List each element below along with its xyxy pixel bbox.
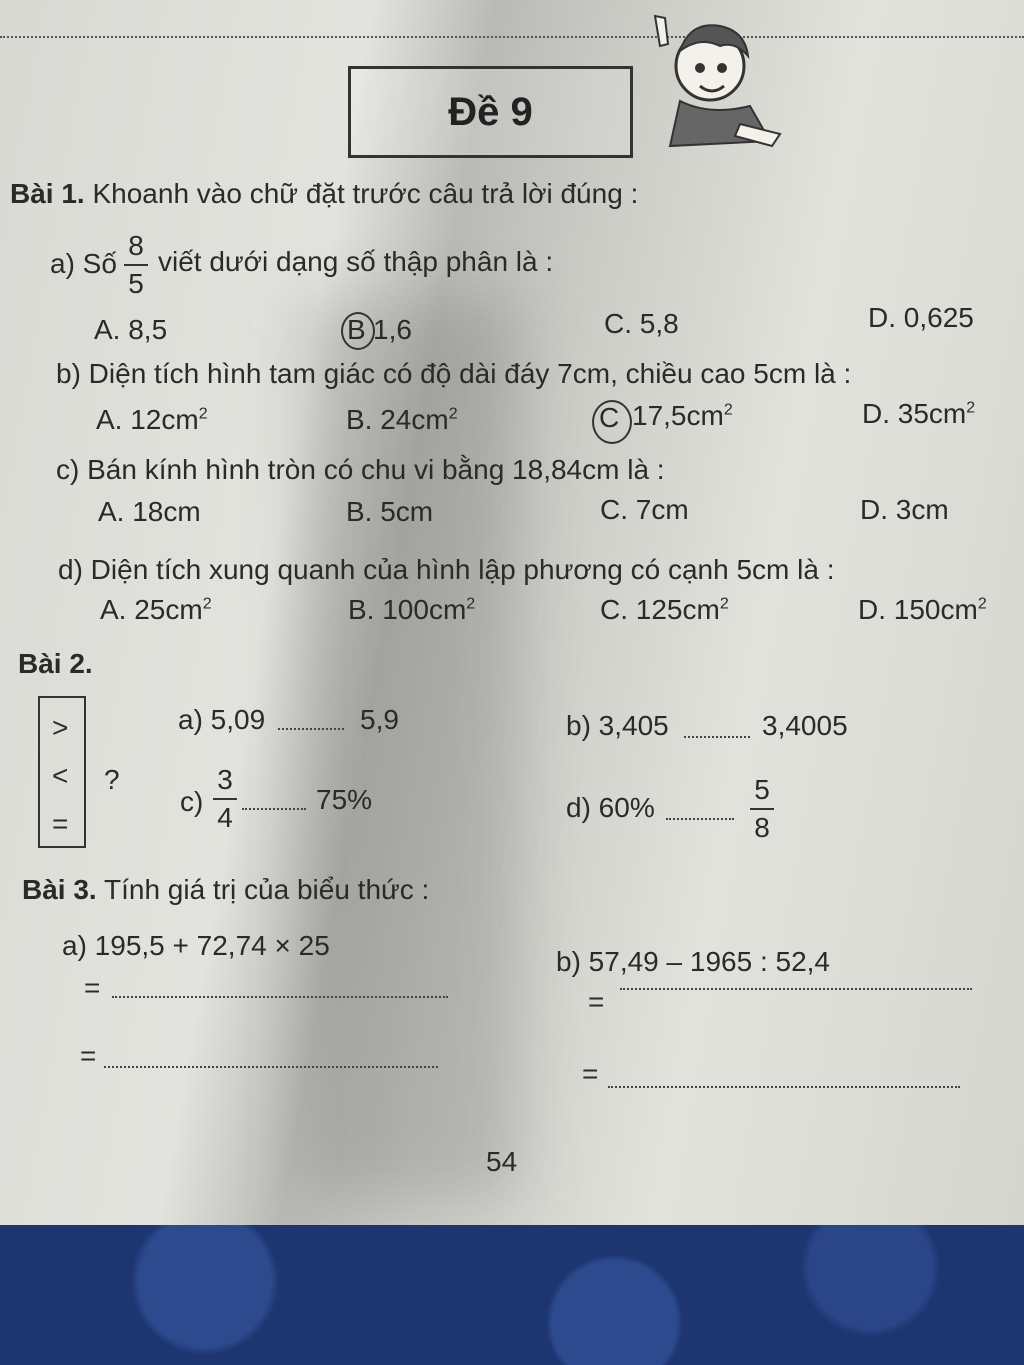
bai1c-option-b[interactable]: B. 5cm: [346, 496, 434, 527]
question-mark: ?: [104, 764, 120, 795]
top-dotted-line: [0, 36, 1024, 38]
bai1a-prefix: a) Số: [50, 248, 117, 279]
bai2a-right: 5,9: [360, 704, 399, 735]
bai1a-fraction: [124, 232, 148, 298]
bai1d-option-d: D. $150cm^2$: [858, 594, 987, 625]
sign-equal: =: [52, 808, 69, 839]
bai1d-option-c: C. $125cm^2$: [600, 594, 729, 625]
mascot-illustration: [640, 6, 790, 156]
bai3a-expression: a) 195,5 + 72,74 × 25: [62, 930, 330, 961]
bai2a-left: a) 5,09: [178, 704, 266, 735]
bai1a-numerator: 8: [128, 230, 144, 261]
bai1a-option-a[interactable]: A. 8,5: [94, 314, 168, 345]
bai1a-option-b-letter[interactable]: B: [347, 314, 366, 345]
bai2d-blank[interactable]: [666, 818, 734, 820]
bai1b-option-c-letter[interactable]: C: [599, 402, 620, 433]
page-number: 54: [486, 1146, 518, 1177]
bai3a-eq1: =: [84, 972, 101, 1003]
bai1a-option-b-value[interactable]: 1,6: [373, 314, 412, 345]
bai2c-fraction: 3 4: [213, 766, 237, 832]
sign-less: <: [52, 760, 69, 791]
bai3b-line2[interactable]: [608, 1086, 960, 1088]
bai3a-line1[interactable]: [112, 996, 448, 998]
bai3b-eq2: =: [582, 1058, 599, 1089]
bai2c-prefix: c): [180, 786, 204, 817]
bai1-instruction: Khoanh vào chữ đặt trước câu trả lời đúng :: [92, 178, 639, 209]
bai2a-blank[interactable]: [278, 728, 344, 730]
bai1a-suffix: viết dưới dạng số thập phân là :: [158, 246, 554, 277]
bai3b-eq1: =: [588, 986, 605, 1017]
bai2d-fraction: 5 8: [750, 776, 774, 842]
bai2b-right: 3,4005: [762, 710, 848, 741]
bai3b-line1[interactable]: [620, 988, 972, 990]
bai1a-denominator: 5: [128, 268, 144, 299]
bai1c-question: c) Bán kính hình tròn có chu vi bằng 18,84cm là :: [56, 454, 665, 485]
background-fabric: [0, 1225, 1024, 1365]
bai1c-option-d[interactable]: D. 3cm: [860, 494, 949, 525]
bai1b-option-c-value: $17,5cm^2$: [632, 400, 733, 431]
bai1d-option-a: A. $25cm^2$: [100, 594, 212, 625]
bai3-label: Bài 3.: [22, 874, 97, 905]
bai1b-option-a: A. $12cm^2$: [96, 404, 208, 435]
bai2d-left: d) 60%: [566, 792, 655, 823]
bai1a-option-d[interactable]: D. 0,625: [868, 302, 974, 333]
bai1c-option-c[interactable]: C. 7cm: [600, 494, 689, 525]
bai2b-left: b) 3,405: [566, 710, 669, 741]
bai3-instruction: Tính giá trị của biểu thức :: [103, 874, 430, 905]
exam-title: Đề 9: [348, 66, 633, 158]
bai1d-question: d) Diện tích xung quanh của hình lập phương có cạnh 5cm là :: [58, 554, 835, 585]
bai1-label: Bài 1.: [10, 178, 85, 209]
bai1c-option-a[interactable]: A. 18cm: [98, 496, 201, 527]
bai3b-expression: b) 57,49 – 1965 : 52,4: [556, 946, 830, 977]
bai1b-option-b: B. $24cm^2$: [346, 404, 458, 435]
bai1b-option-d: D. $35cm^2$: [862, 398, 976, 429]
bai2c-right: 75%: [316, 784, 373, 815]
bai2c-blank[interactable]: [242, 808, 306, 810]
bai1a-option-c[interactable]: C. 5,8: [604, 308, 679, 339]
bai2b-blank[interactable]: [684, 736, 750, 738]
bai2-label: Bài 2.: [18, 648, 93, 679]
bai3a-eq2: =: [80, 1040, 97, 1071]
sign-greater: >: [52, 712, 69, 743]
bai1b-question: b) Diện tích hình tam giác có độ dài đáy 7cm, chiều cao 5cm là :: [56, 358, 852, 389]
bai1d-option-b: B. $100cm^2$: [348, 594, 476, 625]
bai3a-line2[interactable]: [104, 1066, 438, 1068]
